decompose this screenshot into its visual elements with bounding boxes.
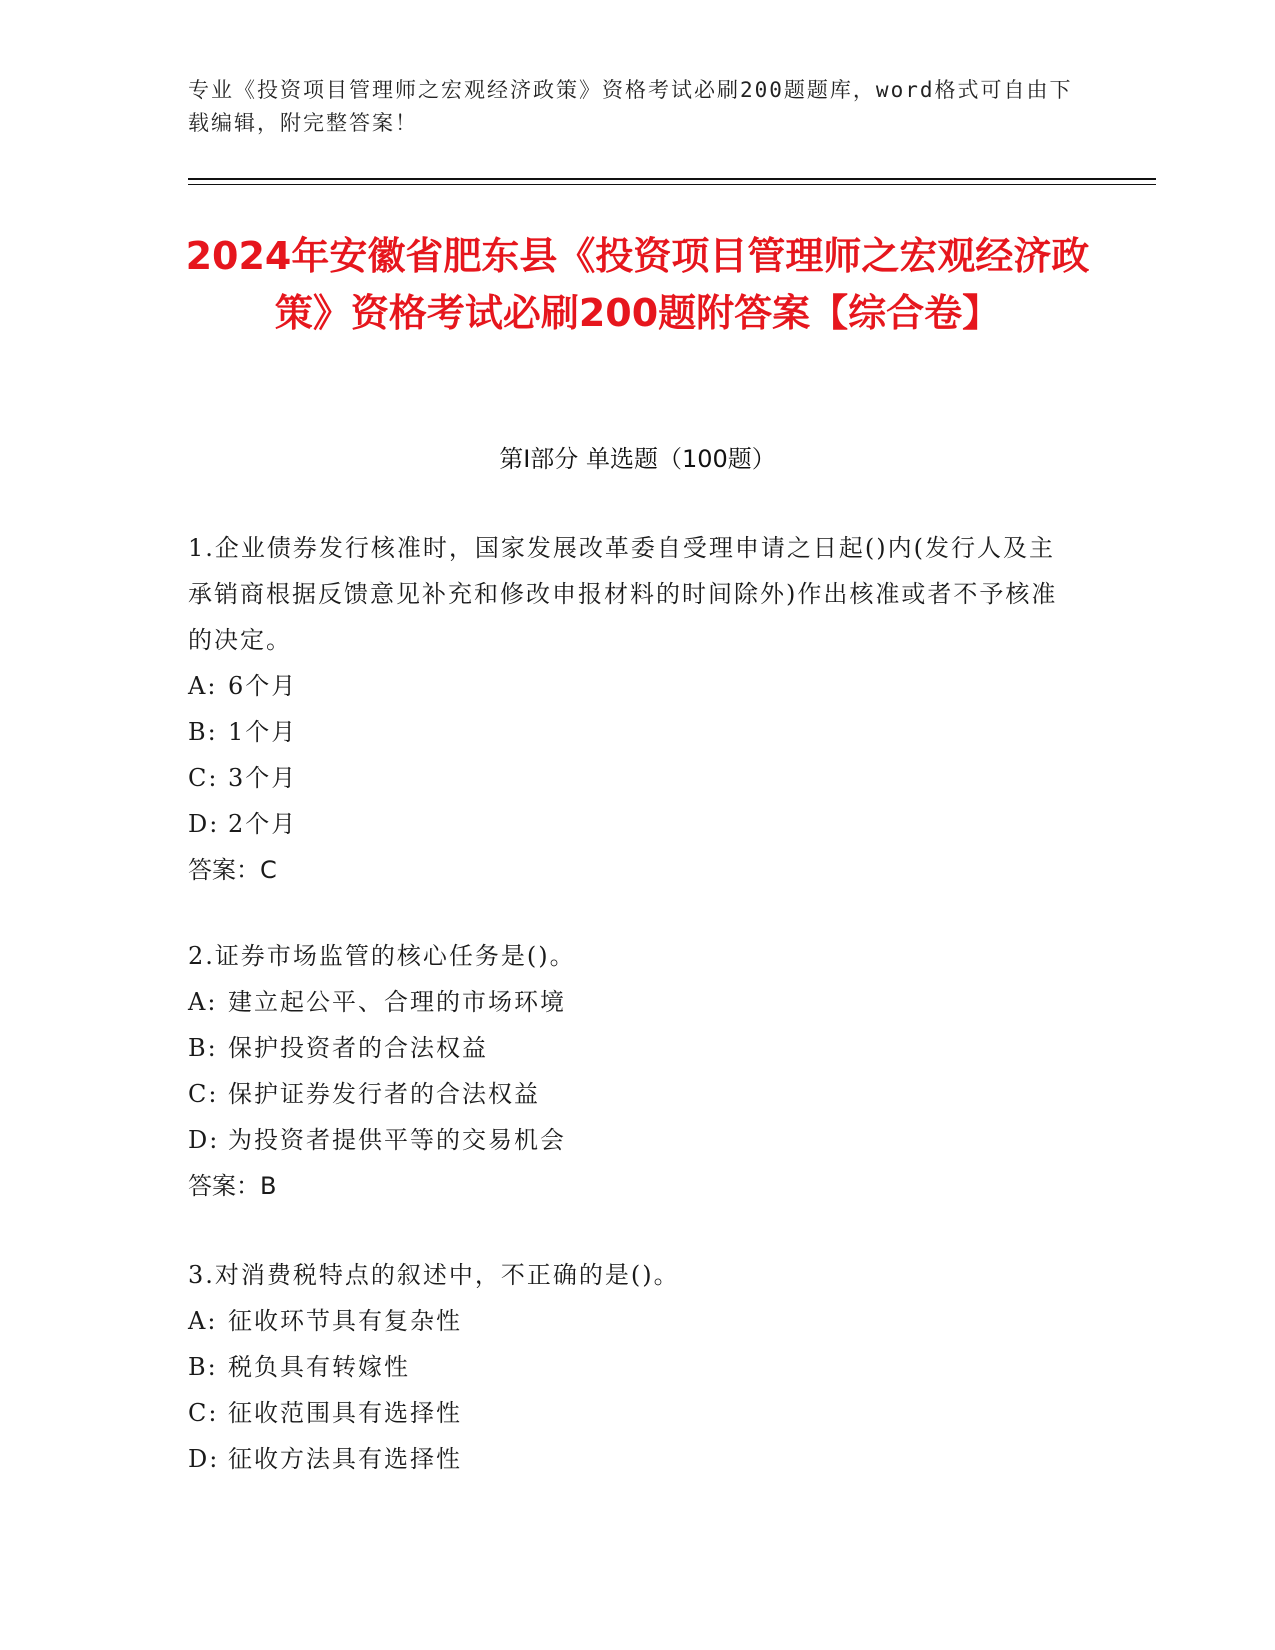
question-stem: 3.对消费税特点的叙述中，不正确的是()。 bbox=[188, 1261, 680, 1289]
option-b bbox=[188, 1344, 1068, 1390]
option-d bbox=[188, 801, 1068, 847]
option-text: 保护投资者的合法权益 bbox=[228, 1034, 488, 1062]
option-letter: D: bbox=[188, 1126, 220, 1154]
option-letter: B: bbox=[188, 718, 218, 746]
option-d bbox=[188, 1117, 1068, 1163]
option-letter: A: bbox=[188, 988, 218, 1016]
option-c bbox=[188, 1390, 1068, 1436]
option-text: 6个月 bbox=[228, 672, 298, 700]
option-letter: B: bbox=[188, 1034, 218, 1062]
option-letter: C: bbox=[188, 1399, 219, 1427]
option-b bbox=[188, 1025, 1068, 1071]
option-d bbox=[188, 1436, 1068, 1482]
header-rule-thick bbox=[188, 178, 1156, 180]
option-letter: C: bbox=[188, 764, 219, 792]
option-letter: A: bbox=[188, 1307, 218, 1335]
question-stem: 2.证券市场监管的核心任务是()。 bbox=[188, 942, 576, 970]
option-letter: D: bbox=[188, 810, 220, 838]
option-text: 建立起公平、合理的市场环境 bbox=[228, 988, 566, 1016]
document-title: 2024年安徽省肥东县《投资项目管理师之宏观经济政策》资格考试必刷200题附答案【综合卷】 bbox=[185, 234, 1090, 335]
option-text: 2个月 bbox=[228, 810, 298, 838]
answer-line: 答案：B bbox=[188, 1172, 277, 1200]
option-text: 1个月 bbox=[228, 718, 298, 746]
option-c bbox=[188, 1071, 1068, 1117]
option-b bbox=[188, 709, 1068, 755]
option-text: 征收方法具有选择性 bbox=[228, 1445, 462, 1473]
answer-line: 答案：C bbox=[188, 856, 277, 884]
option-text: 征收环节具有复杂性 bbox=[228, 1307, 462, 1335]
question-1 bbox=[188, 525, 1068, 893]
option-letter: D: bbox=[188, 1445, 220, 1473]
option-letter: B: bbox=[188, 1353, 218, 1381]
option-letter: C: bbox=[188, 1080, 219, 1108]
option-text: 征收范围具有选择性 bbox=[228, 1399, 462, 1427]
option-text: 保护证券发行者的合法权益 bbox=[228, 1080, 540, 1108]
question-3 bbox=[188, 1252, 1068, 1482]
option-a bbox=[188, 1298, 1068, 1344]
option-a bbox=[188, 663, 1068, 709]
option-text: 3个月 bbox=[228, 764, 298, 792]
option-letter: A: bbox=[188, 672, 218, 700]
option-text: 税负具有转嫁性 bbox=[228, 1353, 410, 1381]
option-a bbox=[188, 979, 1068, 1025]
header-rule-thin bbox=[188, 184, 1156, 185]
header-note: 专业《投资项目管理师之宏观经济政策》资格考试必刷200题题库，word格式可自由下载编辑，附完整答案！ bbox=[188, 78, 1073, 135]
option-c bbox=[188, 755, 1068, 801]
question-2 bbox=[188, 933, 1068, 1209]
section-heading: 第Ⅰ部分 单选题（100题） bbox=[499, 445, 776, 473]
question-stem: 1.企业债券发行核准时，国家发展改革委自受理申请之日起()内(发行人及主承销商根据反馈意见补充和修改申报材料的时间除外)作出核准或者不予核准的决定。 bbox=[188, 534, 1058, 654]
option-text: 为投资者提供平等的交易机会 bbox=[228, 1126, 566, 1154]
